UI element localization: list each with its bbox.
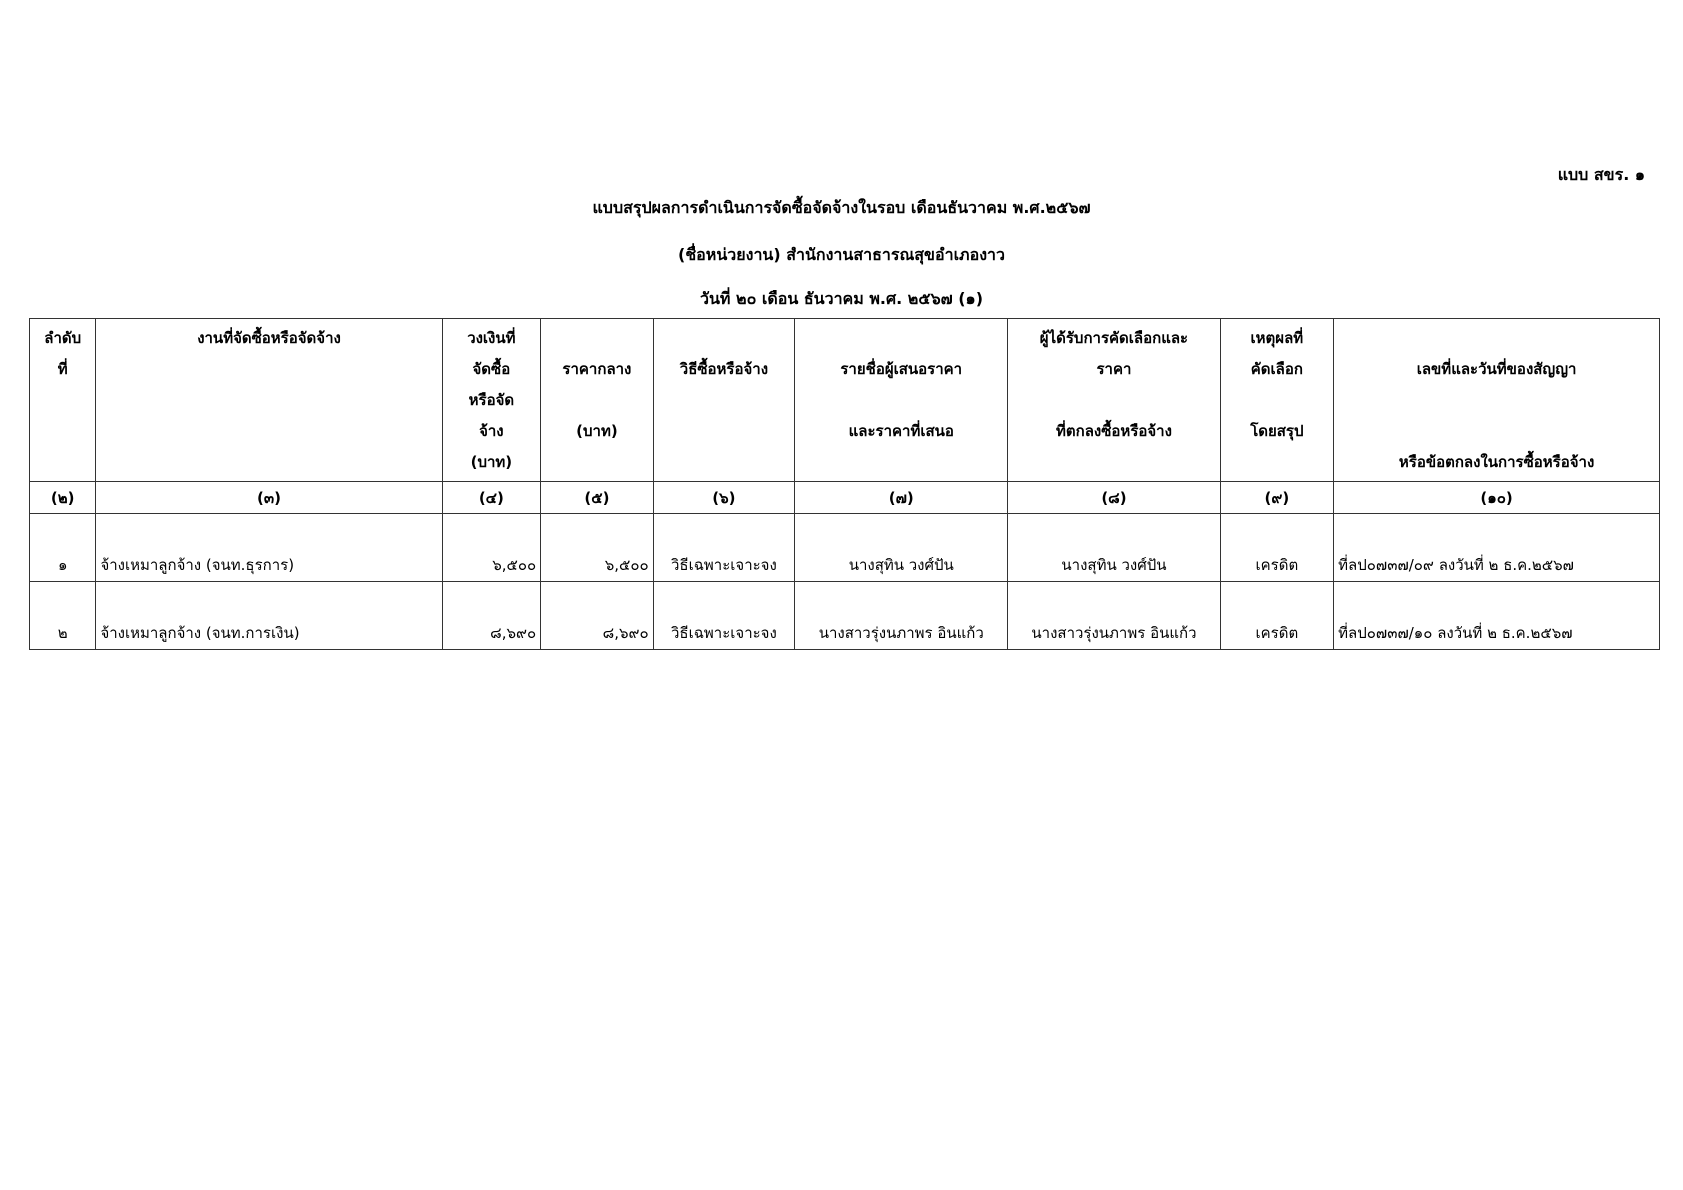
report-date: วันที่ ๒๐ เดือน ธันวาคม พ.ศ. ๒๕๖๗ (๑) <box>699 289 983 308</box>
header-col-work <box>96 319 442 482</box>
row-method: วิธีเฉพาะเจาะจง <box>653 514 794 582</box>
row-reason: เครดิต <box>1220 514 1334 582</box>
row-reason: เครดิต <box>1220 582 1334 650</box>
column-number: (๖) <box>653 482 794 514</box>
form-code: แบบ สขร. ๑ <box>1557 165 1645 184</box>
header-line: (บาท) <box>576 422 618 440</box>
header-line: วิธีซื้อหรือจ้าง <box>679 360 769 378</box>
column-number: (๒) <box>30 482 96 514</box>
header-col-no <box>30 319 96 482</box>
header-col-reason <box>1220 319 1334 482</box>
column-number: (๗) <box>795 482 1008 514</box>
header-line <box>658 323 790 354</box>
header-line: (บาท) <box>470 453 513 471</box>
header-row <box>30 319 1660 482</box>
header-line: โดยสรุป <box>1250 422 1304 440</box>
header-line <box>545 323 649 354</box>
row-selected: นางสุทิน วงศ์ปัน <box>1008 514 1220 582</box>
header-line: ที่ตกลงซื้อหรือจ้าง <box>1056 422 1172 440</box>
column-number: (๕) <box>541 482 654 514</box>
header-line <box>1338 323 1655 354</box>
column-number: (๙) <box>1220 482 1334 514</box>
row-median-price: ๘,๖๙๐ <box>541 582 654 650</box>
row-bidders: นางสุทิน วงศ์ปัน <box>795 514 1008 582</box>
table-row <box>30 514 1660 582</box>
table-row <box>30 582 1660 650</box>
header-line: ราคา <box>1096 360 1132 378</box>
header-line <box>545 385 649 416</box>
header-col-method <box>653 319 794 482</box>
header-line: ที่ <box>57 360 68 378</box>
header-line <box>1225 385 1330 416</box>
header-line: จัดซื้อ <box>472 360 511 378</box>
header-line: คัดเลือก <box>1250 360 1303 378</box>
header-line: หรือข้อตกลงในการซื้อหรือจ้าง <box>1398 453 1595 471</box>
header-col-median-price <box>541 319 654 482</box>
column-number: (๓) <box>96 482 442 514</box>
row-budget: ๘,๖๙๐ <box>442 582 541 650</box>
row-no: ๒ <box>30 582 96 650</box>
row-selected: นางสาวรุ่งนภาพร อินแก้ว <box>1008 582 1220 650</box>
header-col-budget <box>442 319 541 482</box>
header-line <box>1338 385 1655 416</box>
header-line: ราคากลาง <box>562 360 632 378</box>
procurement-summary-table <box>29 318 1660 650</box>
header-line: เหตุผลที่ <box>1250 329 1304 347</box>
row-contract: ที่ลป๐๗๓๗/๐๙ ลงวันที่ ๒ ธ.ค.๒๕๖๗ <box>1334 514 1660 582</box>
header-line <box>799 323 1003 354</box>
row-work: จ้างเหมาลูกจ้าง (จนท.การเงิน) <box>96 582 442 650</box>
header-line: เลขที่และวันที่ของสัญญา <box>1416 360 1577 378</box>
header-col-bidders <box>795 319 1008 482</box>
row-contract: ที่ลป๐๗๓๗/๑๐ ลงวันที่ ๒ ธ.ค.๒๕๖๗ <box>1334 582 1660 650</box>
row-work: จ้างเหมาลูกจ้าง (จนท.ธุรการ) <box>96 514 442 582</box>
row-method: วิธีเฉพาะเจาะจง <box>653 582 794 650</box>
column-number-row <box>30 482 1660 514</box>
header-line: จ้าง <box>479 422 504 440</box>
header-line: ผู้ได้รับการคัดเลือกและ <box>1039 329 1189 347</box>
header-line: รายชื่อผู้เสนอราคา <box>840 360 963 378</box>
row-budget: ๖,๕๐๐ <box>442 514 541 582</box>
agency-name: (ชื่อหน่วยงาน) สำนักงานสาธารณสุขอำเภองาว <box>678 245 1005 264</box>
header-line: ลำดับ <box>44 329 82 347</box>
row-no: ๑ <box>30 514 96 582</box>
column-number: (๔) <box>442 482 541 514</box>
header-line <box>1338 416 1655 447</box>
header-line <box>799 385 1003 416</box>
header-line <box>1012 385 1215 416</box>
column-number: (๘) <box>1008 482 1220 514</box>
header-col-contract <box>1334 319 1660 482</box>
header-col-selected <box>1008 319 1220 482</box>
header-line: วงเงินที่ <box>467 329 516 347</box>
header-line: หรือจัด <box>468 391 515 409</box>
header-line: และราคาที่เสนอ <box>848 422 954 440</box>
row-median-price: ๖,๕๐๐ <box>541 514 654 582</box>
header-line: งานที่จัดซื้อหรือจัดจ้าง <box>197 329 341 347</box>
column-number: (๑๐) <box>1334 482 1660 514</box>
row-bidders: นางสาวรุ่งนภาพร อินแก้ว <box>795 582 1008 650</box>
document-title: แบบสรุปผลการดำเนินการจัดซื้อจัดจ้างในรอบ เดือนธันวาคม พ.ศ.๒๕๖๗ <box>592 198 1091 217</box>
